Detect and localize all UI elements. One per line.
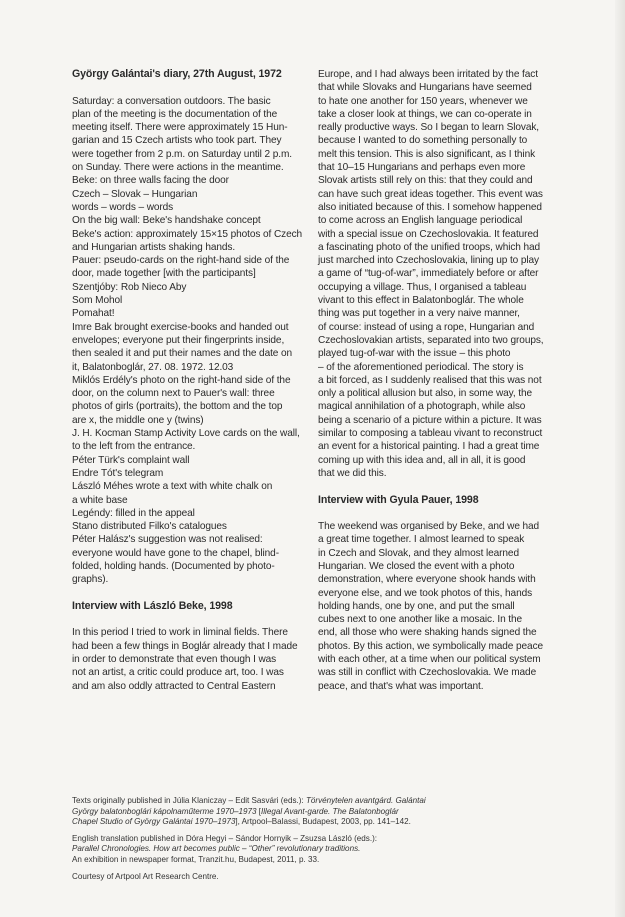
beke-line: a fascinating photo of the unified troops, which had xyxy=(318,241,541,253)
credits-title: Chapel Studio of György Galántai 1970–1973 xyxy=(72,817,236,827)
beke-line: occupying a village. Thus, I organised a tableau xyxy=(318,281,527,293)
beke-line: a game of “tug-of-war”, immediately before or after xyxy=(318,268,539,280)
credits-line xyxy=(72,796,542,807)
beke-line: in order to demonstrate that even though I was xyxy=(72,654,277,666)
beke-line: just marched into Czechoslovakia, lining up to play xyxy=(318,255,540,267)
beke-line: take a closer look at things, we can co-operate in xyxy=(318,108,532,120)
diary-line: photos of girls (portraits), the bottom and the top xyxy=(72,401,283,413)
left-column xyxy=(72,68,304,693)
diary-line: Czech – Slovak – Hungarian xyxy=(72,188,198,200)
pauer-line: everyone else, and we took photos of this, hands xyxy=(318,587,533,599)
diary-line: Stano distributed Filko's catalogues xyxy=(72,521,227,533)
credits-title: Parallel Chronologies. How art becomes public – “Other” revolutionary traditions. xyxy=(72,844,361,854)
beke-line: really productive ways. So I began to learn Slovak, xyxy=(318,122,540,134)
credits-translation xyxy=(72,834,542,866)
credits-line: English translation published in Dóra Hegyi – Sándor Hornyik – Zsuzsa László (eds.): xyxy=(72,833,378,843)
diary-line: and Hungarian artists shaking hands. xyxy=(72,241,236,253)
diary-line: garian and 15 Czech artists who took part. They xyxy=(72,135,282,147)
pauer-line: cubes next to one another like a mosaic. In the xyxy=(318,614,523,626)
credits-original-publication xyxy=(72,796,542,828)
pauer-line: photos. By this action, we symbolically made peace xyxy=(318,640,544,652)
credits-line xyxy=(72,807,542,818)
page-edge-shadow xyxy=(615,0,625,917)
diary-line: Szentjóby: Rob Nieco Aby xyxy=(72,281,187,293)
credits-line: An exhibition in newspaper format, Tranzit.hu, Budapest, 2011, p. 33. xyxy=(72,854,320,864)
pauer-line: demonstration, where everyone shook hands with xyxy=(318,574,536,586)
diary-line: plan of the meeting is the documentation of the xyxy=(72,108,278,120)
credits-line: Courtesy of Artpool Art Research Centre. xyxy=(72,871,219,881)
diary-line: Endre Tót's telegram xyxy=(72,467,164,479)
diary-line: Legéndy: filled in the appeal xyxy=(72,507,195,519)
beke-line: Slovak artists still rely on this: that they could and xyxy=(318,175,533,187)
credits-line xyxy=(72,844,542,855)
beke-line: not an artist, a critic could produce art, too. I was xyxy=(72,667,284,679)
beke-line: – of the aforementioned periodical. The story is xyxy=(318,361,524,373)
diary-line: are x, the middle one y (twins) xyxy=(72,414,204,426)
diary-line: everyone would have gone to the chapel, blind- xyxy=(72,547,279,559)
beke-line: can have such great ideas together. This event was xyxy=(318,188,543,200)
beke-line: Europe, and I had always been irritated by the fact xyxy=(318,69,538,80)
diary-line: to the left from the entrance. xyxy=(72,441,196,453)
credits xyxy=(72,796,542,888)
diary-line: Beke's action: approximately 15×15 photos of Czech xyxy=(72,228,303,240)
beke-line: an event for a historical painting. I had a great time xyxy=(318,441,540,453)
beke-line: that we did this. xyxy=(318,467,387,479)
beke-line: to come across an English language periodical xyxy=(318,215,523,227)
credits-line xyxy=(72,817,542,828)
diary-line: Pomahat! xyxy=(72,308,115,320)
beke-line: magical annihilation of a photograph, while also xyxy=(318,401,526,413)
credits-title: Törvénytelen avantgárd. Galántai xyxy=(305,796,426,805)
pauer-line: with each other, at a time when our political system xyxy=(318,654,541,666)
beke-line: a bit forced, as I suddenly realised that this was not xyxy=(318,374,542,386)
credits-text: ], Artpool–Balassi, Budapest, 2003, pp. 141–142. xyxy=(235,817,411,827)
diary-line: Saturday: a conversation outdoors. The basic xyxy=(72,95,271,107)
pauer-line: peace, and that's what was important. xyxy=(318,680,484,692)
diary-text xyxy=(72,95,304,587)
diary-line: Péter Halász's suggestion was not realised: xyxy=(72,534,263,546)
credits-title: Illegal Avant-garde. The Balatonboglár xyxy=(260,806,399,816)
diary-line: graphs). xyxy=(72,574,109,586)
diary-line: J. H. Kocman Stamp Activity Love cards on the wall, xyxy=(72,428,300,440)
pauer-line: was still in conflict with Czechoslovakia. We made xyxy=(318,667,537,679)
diary-line: door, made together [with the participants] xyxy=(72,268,256,280)
diary-line: folded, holding hands. (Documented by photo- xyxy=(72,560,275,572)
beke-line: vivant to this effect in Balatonboglár. The whole xyxy=(318,295,524,307)
diary-line: meeting itself. There were approximately 15 Hun- xyxy=(72,122,288,134)
diary-line: Imre Bak brought exercise-books and handed out xyxy=(72,321,289,333)
diary-line: on Sunday. There were actions in the meantime. xyxy=(72,162,284,174)
beke-line: had been a few things in Boglár already that I made xyxy=(72,640,298,652)
diary-line: words – words – words xyxy=(72,201,174,213)
beke-line: melt this tension. This is also significant, as I think xyxy=(318,148,536,160)
beke-line: only a political allusion but also, in some way, the xyxy=(318,388,532,400)
beke-line: that 10–15 Hungarians and perhaps even more xyxy=(318,162,526,174)
diary-heading: György Galántai's diary, 27th August, 1972 xyxy=(72,68,282,80)
beke-line: In this period I tried to work in liminal fields. There xyxy=(72,627,288,639)
beke-line: played tug-of-war with the issue – this photo xyxy=(318,348,511,360)
diary-line: then sealed it and put their names and the date on xyxy=(72,348,293,360)
diary-line: Pauer: pseudo-cards on the right-hand side of the xyxy=(72,255,290,267)
beke-heading: Interview with László Beke, 1998 xyxy=(72,599,233,612)
beke-line: of course: instead of using a rope, Hungarian and xyxy=(318,321,535,333)
beke-line: that while Slovaks and Hungarians have seemed xyxy=(318,82,532,94)
beke-line: being a scenario of a picture within a picture. It was xyxy=(318,414,542,426)
beke-text-continued xyxy=(318,68,558,480)
credits-text: [ xyxy=(256,806,261,816)
pauer-line: a great time together. I almost learned to speak xyxy=(318,534,525,546)
pauer-text xyxy=(318,520,558,693)
pauer-line: Hungarian. We closed the event with a photo xyxy=(318,560,515,572)
beke-line: with a special issue on Czechoslovakia. It featured xyxy=(318,228,539,240)
credits-title: György balatonboglári kápolnaműterme 1970–1973 xyxy=(72,806,257,816)
pauer-line: holding hands, one by one, and put the small xyxy=(318,600,515,612)
beke-text-start xyxy=(72,626,304,692)
pauer-heading: Interview with Gyula Pauer, 1998 xyxy=(318,493,479,506)
diary-line: Beke: on three walls facing the door xyxy=(72,175,229,187)
beke-line: Czechoslovakian artists, separated into two groups, xyxy=(318,334,544,346)
diary-line: a white base xyxy=(72,494,128,506)
beke-line: coming up with this idea and, all in all, it is good xyxy=(318,454,526,466)
diary-line: Som Mohol xyxy=(72,295,123,307)
pauer-line: end, all those who were shaking hands signed the xyxy=(318,627,537,639)
right-column xyxy=(318,68,558,693)
beke-line: also initiated because of this. I somehow happened xyxy=(318,201,542,213)
diary-line: envelopes; everyone put their fingerprints inside, xyxy=(72,334,285,346)
diary-line: László Méhes wrote a text with white chalk on xyxy=(72,481,273,493)
diary-line: were together from 2 p.m. on Saturday until 2 p.m. xyxy=(72,148,292,160)
pauer-line: The weekend was organised by Beke, and we had xyxy=(318,521,540,533)
beke-line: because I wanted to do something personally to xyxy=(318,135,528,147)
pauer-line: in Czech and Slovak, and they almost learned xyxy=(318,547,519,559)
diary-line: door, on the column next to Pauer's wall: three xyxy=(72,388,275,400)
credits-text: Texts originally published in Júlia Klaniczay – Edit Sasvári (eds.): xyxy=(72,796,306,805)
credits-courtesy xyxy=(72,872,542,883)
beke-line: and am also oddly attracted to Central Eastern xyxy=(72,680,276,692)
diary-line: it, Balatonboglár, 27. 08. 1972. 12.03 xyxy=(72,361,234,373)
diary-line: Péter Türk's complaint wall xyxy=(72,454,190,466)
beke-line: thing was put together in a very naive manner, xyxy=(318,308,520,320)
beke-line: to hate one another for 150 years, whenever we xyxy=(318,95,528,107)
diary-line: Miklós Erdély's photo on the right-hand side of the xyxy=(72,374,291,386)
diary-line: On the big wall: Beke's handshake concept xyxy=(72,215,261,227)
beke-line: similar to composing a tableau vivant to reconstruct xyxy=(318,428,543,440)
